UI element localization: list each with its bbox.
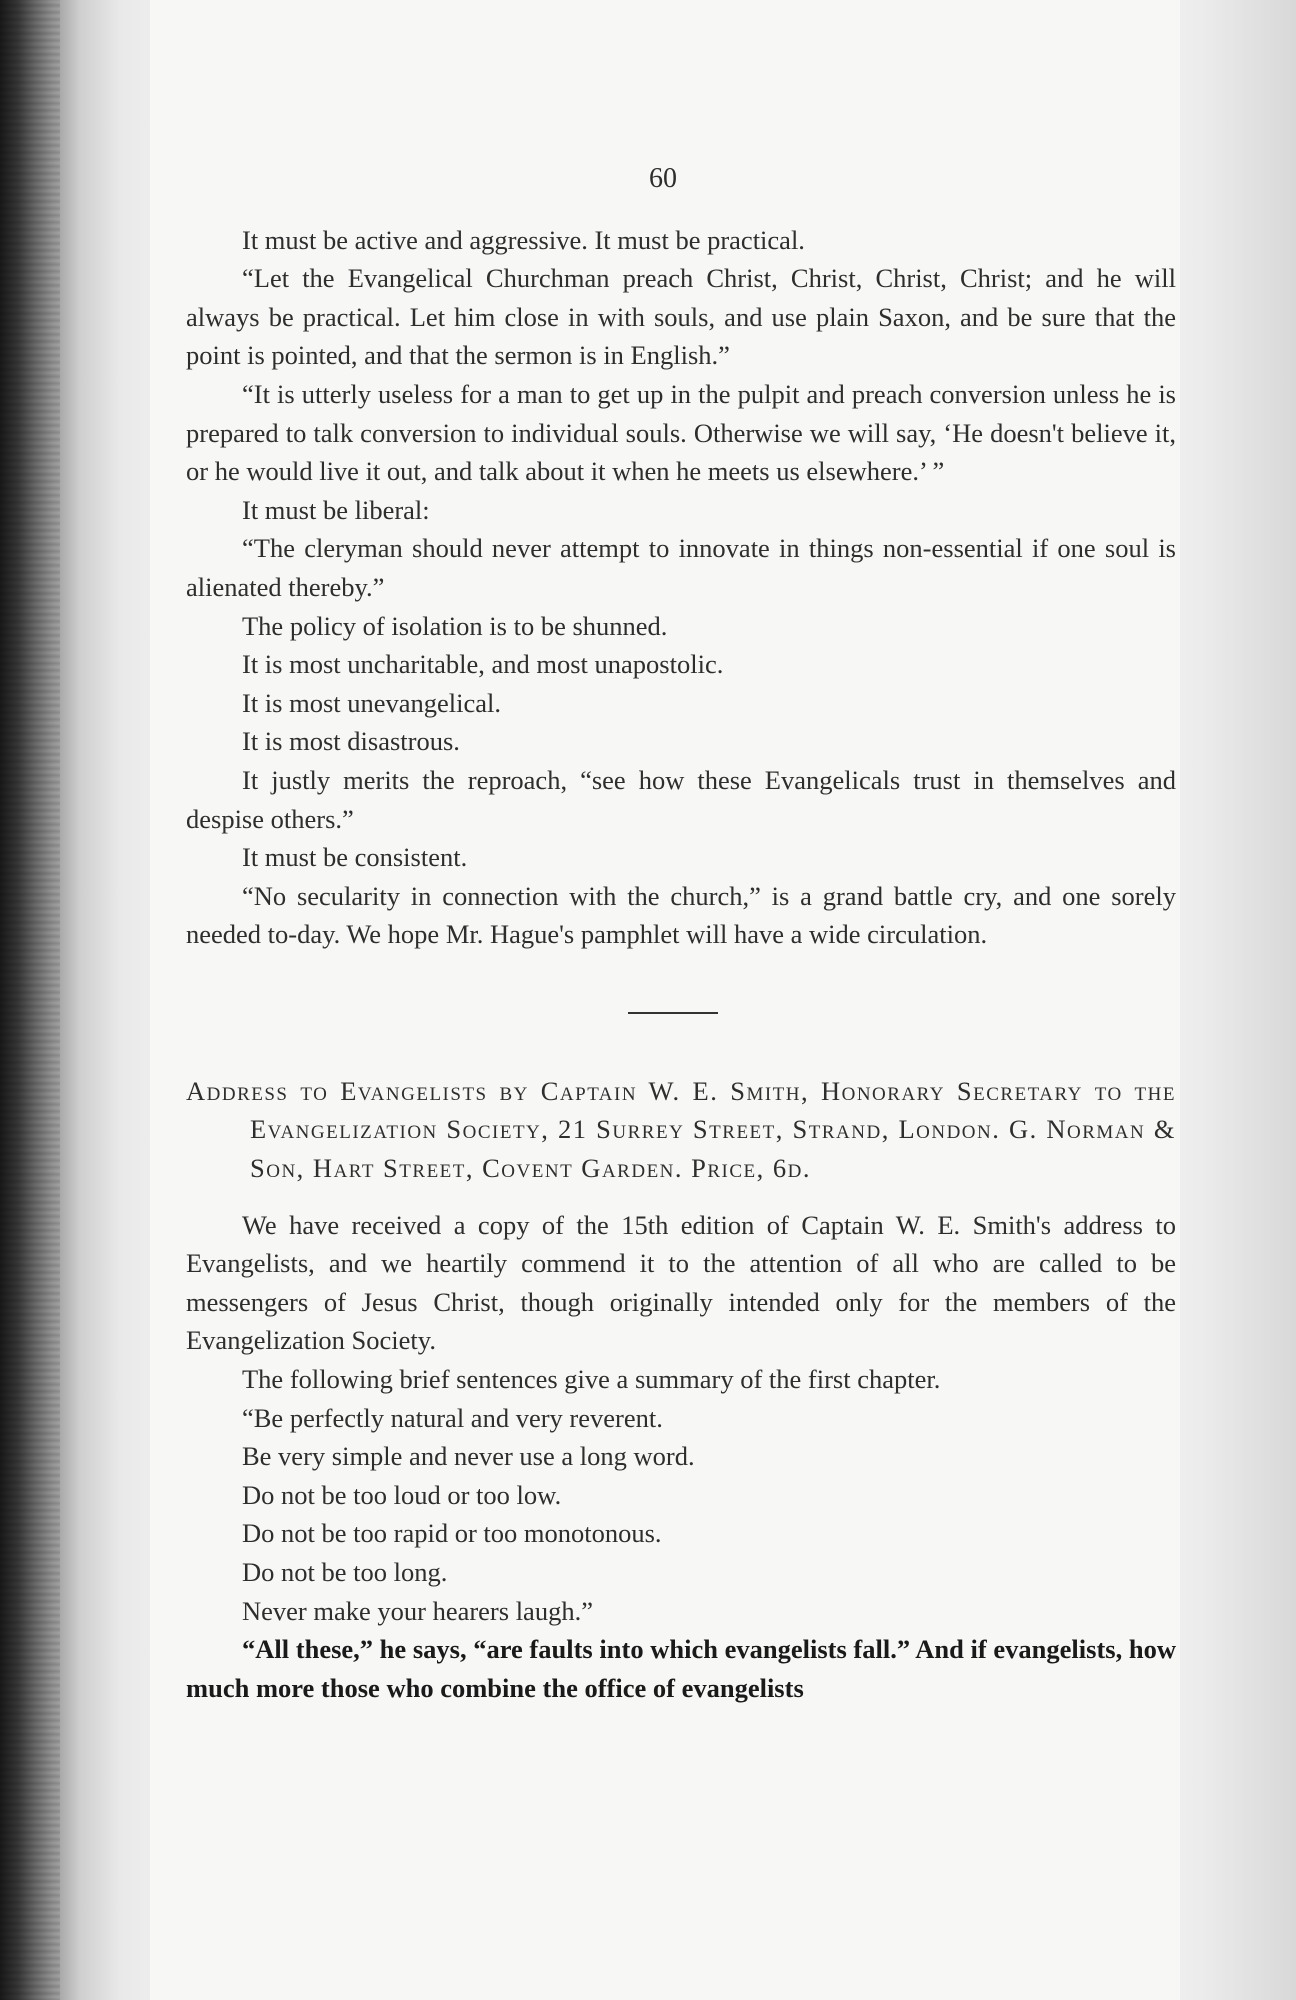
paragraph: The following brief sentences give a summary of the first chapter.: [242, 1364, 941, 1395]
book-edge-shadow: [0, 0, 60, 2000]
paragraph: The policy of isolation is to be shunned.: [242, 610, 668, 641]
paragraph: It must be active and aggressive. It must be practical.: [242, 224, 805, 255]
quote-line: Do not be too rapid or too monotonous.: [242, 1518, 662, 1549]
quote-line: “Be perfectly natural and very reverent.: [242, 1402, 663, 1433]
paragraph: “All these,” he says, “are faults into which evangelists fall.” And if evangelists, how much more those who combine the office of evangelists: [186, 1634, 1176, 1703]
quote-line: Never make your hearers laugh.”: [242, 1595, 593, 1626]
quote-line: Do not be too loud or too low.: [242, 1479, 562, 1510]
paragraph: “Let the Evangelical Churchman preach Christ, Christ, Christ, Christ; and he will always be practical. Let him close in with souls, and use plain Saxon, and be sure that the point is pointed, and that the sermon is in English.”: [186, 263, 1176, 371]
paragraph: “The cleryman should never attempt to innovate in things non-essential if one soul is alienated thereby.”: [186, 533, 1176, 602]
quote-line: Do not be too long.: [242, 1557, 448, 1587]
paragraph: It justly merits the reproach, “see how these Evangelicals trust in themselves and despise others.”: [186, 764, 1176, 834]
paragraph: It must be consistent.: [242, 842, 468, 873]
paragraph: It is most disastrous.: [242, 726, 460, 757]
paragraph: “No secularity in connection with the church,” is a grand battle cry, and one sorely needed to-day. We hope Mr. Hague's pamphlet will have a wide circulation.: [186, 880, 1176, 950]
quote-line: Be very simple and never use a long word.: [242, 1441, 695, 1472]
page-number: 60: [649, 163, 677, 194]
paragraph: We have received a copy of the 15th edition of Captain W. E. Smith's address to Evangelists, and we heartily commend it to the attention of all who are called to be messengers of Jesus Christ, though originally intended only for the members of the Evangelization Society.: [186, 1209, 1176, 1356]
paragraph: It is most uncharitable, and most unapostolic.: [242, 649, 724, 680]
paragraph: It must be liberal:: [242, 494, 430, 525]
paragraph: “It is utterly useless for a man to get up in the pulpit and preach conversion unless he is prepared to talk conversion to individual souls. Otherwise we will say, ‘He doesn't believe it, or he would live it out, and talk about it when he meets us elsewhere.’ ”: [186, 378, 1176, 487]
section-divider: [628, 1012, 718, 1014]
review-heading: Address to Evangelists by Captain W. E. Smith, Honorary Secretary to the Evangelization Society, 21 Surrey Street, Strand, London. G. Norman & Son, Hart Street, Covent Garden. Price, 6d.: [186, 1075, 1176, 1184]
paragraph: It is most unevangelical.: [242, 687, 502, 718]
page-content: [186, 160, 1176, 1707]
